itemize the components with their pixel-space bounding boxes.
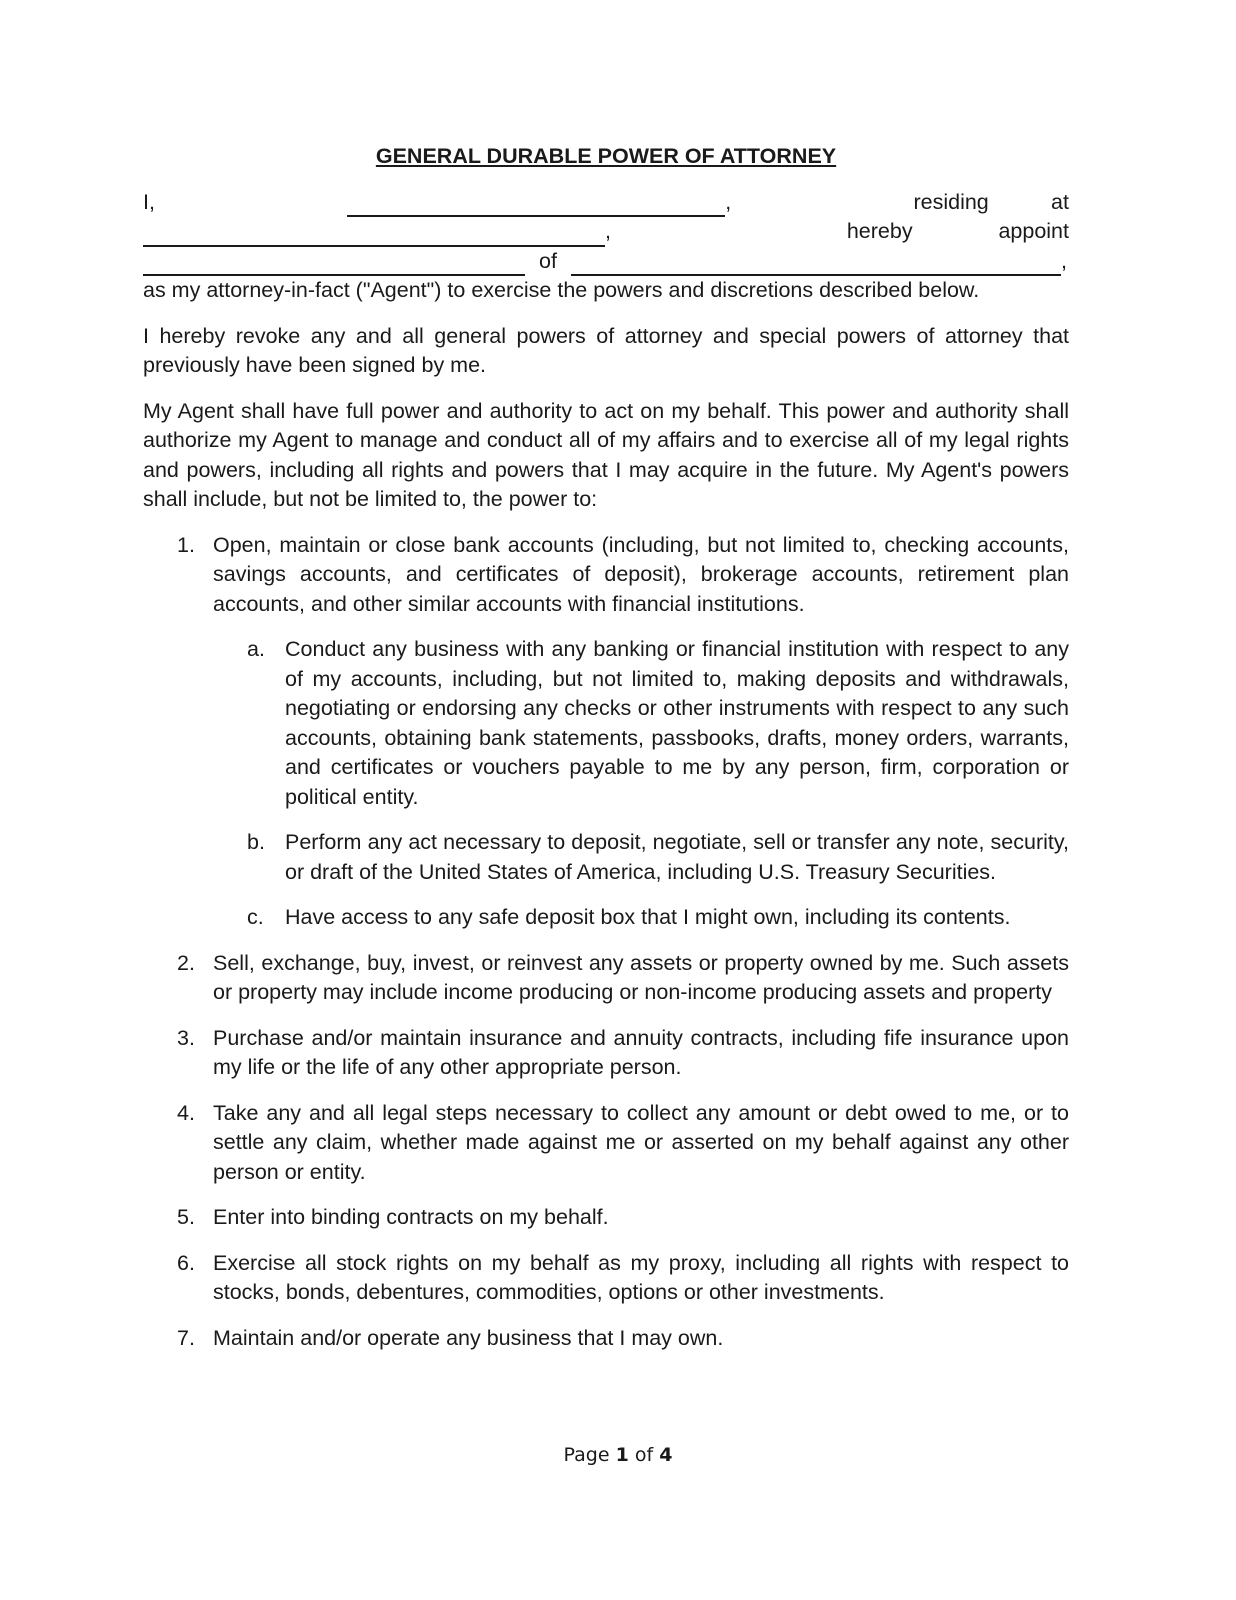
sub-list-item [143,828,1069,887]
comma-text: , [605,219,611,243]
principal-address-field[interactable] [143,223,605,247]
agent-name-field[interactable] [143,252,525,276]
sub-list-item-text: Perform any act necessary to deposit, negotiate, sell or transfer any note, security, or draft of the United States of America, including U.S. Treasury Securities. [285,830,1069,884]
sub-list-item-letter: c. [247,905,264,929]
list-item [143,1324,1069,1354]
at-label: at [1051,189,1069,214]
document-body [143,142,1069,1369]
intro-line-2 [143,217,1069,247]
list-item [143,1249,1069,1308]
sub-list-item-text: Conduct any business with any banking or financial institution with respect to any of my accounts, including, but not limited to, making deposits and withdrawals, negotiating or endorsing any checks or other instruments with respect to any such accounts, obtaining bank statements, passbooks, drafts, money orders, warrants, and certificates or vouchers payable to me by any person, firm, corporation or political entity. [285,637,1069,809]
list-item-number: 2. [177,950,195,975]
agent-address-field[interactable] [571,252,1061,276]
hereby-label: hereby [846,219,913,243]
sub-list-item-letter: b. [247,830,265,854]
document-title: GENERAL DURABLE POWER OF ATTORNEY [375,144,837,168]
list-item-text: Maintain and/or operate any business that I may own. [213,1325,724,1350]
list-item [143,1024,1069,1083]
revoke-paragraph: I hereby revoke any and all general powers of attorney and special powers of attorney that previously have been signed by me. [143,323,1069,377]
intro-line-3 [143,247,1069,277]
list-item-number: 6. [177,1250,195,1275]
list-item-number: 3. [177,1025,195,1050]
sub-list-item [143,903,1069,933]
of-label: of [539,248,557,273]
intro-line-4: as my attorney-in-fact ("Agent") to exercise the powers and discretions described below. [143,278,980,302]
page-current: 1 [615,1444,629,1466]
list-item-number: 7. [177,1325,195,1350]
list-item-text: Open, maintain or close bank accounts (including, but not limited to, checking accounts, savings accounts, and certificates of deposit), brokerage accounts, retirement plan accounts, and other similar accounts with financial institutions. [213,532,1069,616]
sub-list-item-text: Have access to any safe deposit box that I might own, including its contents. [285,905,1011,929]
list-item-text: Purchase and/or maintain insurance and annuity contracts, including fife insurance upon my life or the life of any other appropriate person. [213,1025,1069,1079]
page-number-footer [0,1444,1236,1466]
list-item [143,1099,1069,1188]
list-item [143,1203,1069,1233]
list-item-text: Enter into binding contracts on my behalf. [213,1205,609,1229]
list-item [143,949,1069,1008]
list-item-number: 5. [177,1205,195,1229]
list-item-text: Exercise all stock rights on my behalf as my proxy, including all rights with respect to stocks, bonds, debentures, commodities, options or other investments. [213,1250,1069,1304]
sub-list-item [143,635,1069,812]
page-word: Page [563,1444,610,1466]
of-word: of [634,1444,654,1466]
authority-paragraph: My Agent shall have full power and authority to act on my behalf. This power and authority shall authorize my Agent to manage and conduct all of my affairs and to exercise all of my legal rights and powers, including all rights and powers that I may acquire in the future. My Agent's powers shall include, but not be limited to, the power to: [143,398,1069,511]
list-item-text: Take any and all legal steps necessary to collect any amount or debt owed to me, or to settle any claim, whether made against me or asserted on my behalf against any other person or entity. [213,1100,1069,1184]
list-item-text: Sell, exchange, buy, invest, or reinvest any assets or property owned by me. Such assets or property may include income producing or non-income producing assets and property [213,950,1069,1004]
intro-line-1 [143,188,1069,218]
intro-i-label: I, [143,189,155,214]
comma-text: , [725,189,732,214]
sub-list-item-letter: a. [247,637,265,661]
list-item-number: 1. [177,532,195,557]
comma-text: , [1060,248,1067,273]
principal-name-field[interactable] [347,193,725,217]
list-item [143,531,1069,620]
page-total: 4 [659,1444,673,1466]
appoint-label: appoint [998,219,1069,243]
residing-label: residing [913,189,989,214]
list-item-number: 4. [177,1100,195,1125]
